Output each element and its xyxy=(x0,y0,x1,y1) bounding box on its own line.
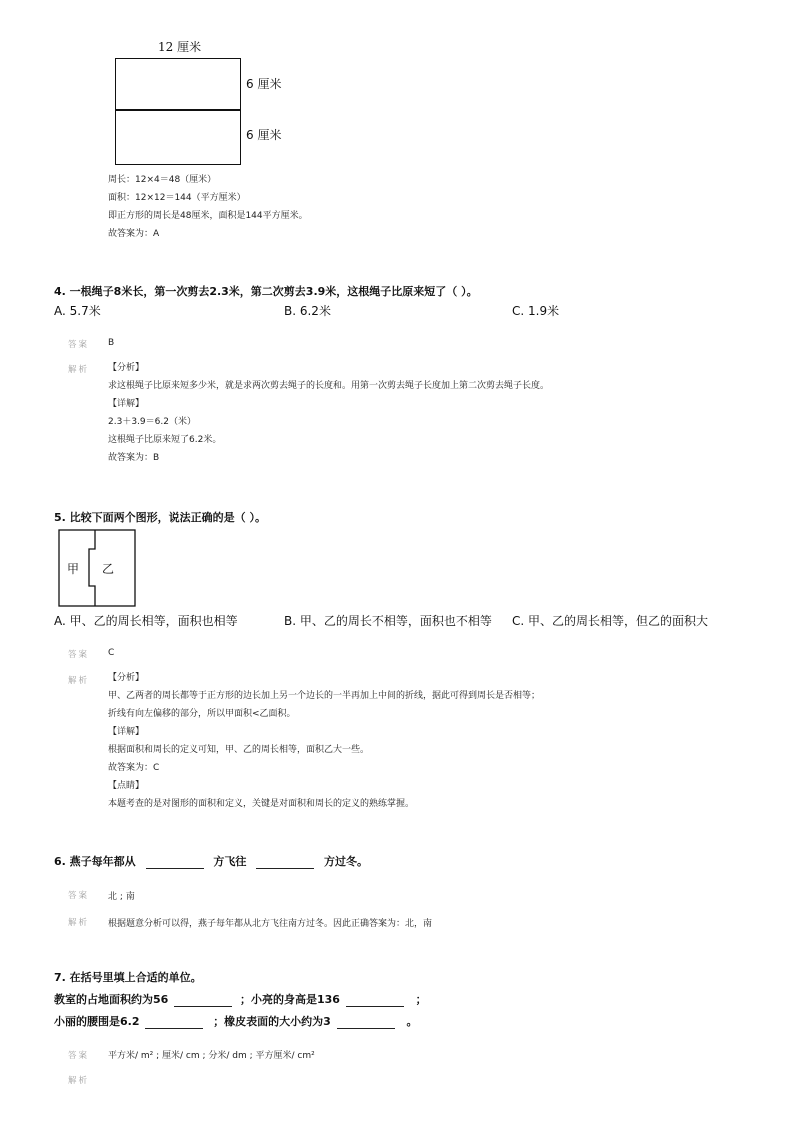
analysis-line: 这根绳子比原来短了6.2米。 xyxy=(108,435,222,445)
q6-answer-label: 答案 xyxy=(68,891,90,901)
q4-option-b[interactable]: B. 6.2米 xyxy=(284,304,331,318)
figure-square-split xyxy=(58,529,136,607)
analysis-line: 折线有向左偏移的部分，所以甲面积<乙面积。 xyxy=(108,709,296,719)
q5-option-a[interactable]: A. 甲、乙的周长相等，面积也相等 xyxy=(54,614,238,628)
q4-analysis-label: 解析 xyxy=(68,365,90,375)
q7-analysis-label: 解析 xyxy=(68,1076,90,1086)
q6-text-pre: 6. 燕子每年都从 xyxy=(54,855,136,868)
rect-top xyxy=(115,58,241,111)
analysis-line: 甲、乙两者的周长都等于正方形的边长加上另一个边长的一半再加上中间的折线，据此可得到周长是否相等； xyxy=(108,691,541,701)
fig-right-label-1: 6 厘米 xyxy=(246,77,282,91)
analysis-line: 2.3＋3.9＝6.2（米） xyxy=(108,417,196,427)
q6-answer: 北 ; 南 xyxy=(108,892,135,902)
q7-blank-2[interactable] xyxy=(346,994,404,1007)
analysis-line: 本题考查的是对图形的面积和定义，关键是对面积和周长的定义的熟练掌握。 xyxy=(108,799,415,809)
analysis-line: 【详解】 xyxy=(108,727,145,737)
q4-option-a[interactable]: A. 5.7米 xyxy=(54,304,101,318)
question-4: 4. 一根绳子8米长，第一次剪去2.3米，第二次剪去3.9米，这根绳子比原来短了（ ）。 xyxy=(54,285,478,298)
solution-line: 周长：12×4＝48（厘米） xyxy=(108,175,217,185)
q5-analysis xyxy=(108,669,540,813)
analysis-line: 根据面积和周长的定义可知，甲、乙的周长相等，面积乙大一些。 xyxy=(108,745,370,755)
q7-l2-a: 小丽的腰围是6.2 xyxy=(54,1015,140,1028)
question-7: 7. 在括号里填上合适的单位。 xyxy=(54,971,202,984)
q5-analysis-label: 解析 xyxy=(68,676,90,686)
q7-line-2 xyxy=(54,1013,418,1029)
q7-l1-c: ； xyxy=(415,993,427,1006)
q6-blank-1[interactable] xyxy=(146,856,204,869)
q5-option-c[interactable]: C. 甲、乙的周长相等，但乙的面积大 xyxy=(512,614,709,628)
q7-blank-1[interactable] xyxy=(174,994,232,1007)
analysis-line: 求这根绳子比原来短多少米，就是求两次剪去绳子的长度和。用第一次剪去绳子长度加上第二次剪去绳子长度。 xyxy=(108,381,550,391)
q6-analysis-label: 解析 xyxy=(68,918,90,928)
q7-l2-c: 。 xyxy=(406,1015,418,1028)
q7-blank-3[interactable] xyxy=(145,1016,203,1029)
q6-text-mid: 方飞往 xyxy=(213,855,247,868)
analysis-line: 【点睛】 xyxy=(108,781,145,791)
q4-option-c[interactable]: C. 1.9米 xyxy=(512,304,560,318)
q5-option-b[interactable]: B. 甲、乙的周长不相等，面积也不相等 xyxy=(284,614,492,628)
solution-line: 即正方形的周长是48厘米，面积是144平方厘米。 xyxy=(108,211,308,221)
q7-answer: 平方米/ m² ; 厘米/ cm ; 分米/ dm ; 平方厘米/ cm² xyxy=(108,1051,315,1061)
solution-line: 面积：12×12＝144（平方厘米） xyxy=(108,193,246,203)
fig-right-label-2: 6 厘米 xyxy=(246,128,282,142)
q4-answer-label: 答案 xyxy=(68,340,90,350)
solution-line: 故答案为：A xyxy=(108,229,160,239)
q7-l2-b: ；橡皮表面的大小约为3 xyxy=(213,1015,331,1028)
analysis-line: 【详解】 xyxy=(108,399,145,409)
q7-l1-b: ；小亮的身高是136 xyxy=(240,993,340,1006)
fig-label-jia: 甲 xyxy=(67,562,80,576)
q5-answer: C xyxy=(108,648,115,658)
q5-answer-label: 答案 xyxy=(68,650,90,660)
q7-answer-label: 答案 xyxy=(68,1051,90,1061)
q6-text-post: 方过冬。 xyxy=(324,855,369,868)
question-5: 5. 比较下面两个图形，说法正确的是（ ）。 xyxy=(54,511,266,524)
q4-answer: B xyxy=(108,338,115,348)
question-6 xyxy=(54,853,368,869)
q7-blank-4[interactable] xyxy=(337,1016,395,1029)
q4-analysis xyxy=(108,359,549,467)
q6-analysis: 根据题意分析可以得，燕子每年都从北方飞往南方过冬。因此正确答案为：北，南 xyxy=(108,919,433,929)
analysis-line: 故答案为：B xyxy=(108,453,160,463)
figure-rectangle xyxy=(110,38,310,173)
analysis-line: 【分析】 xyxy=(108,363,145,373)
rect-bottom xyxy=(115,109,241,165)
prev-solution xyxy=(108,171,308,243)
q6-blank-2[interactable] xyxy=(256,856,314,869)
fig-label-yi: 乙 xyxy=(102,562,115,576)
q7-line-1 xyxy=(54,991,427,1007)
analysis-line: 【分析】 xyxy=(108,673,145,683)
fig-top-label: 12 厘米 xyxy=(158,40,202,54)
q7-l1-a: 教室的占地面积约为56 xyxy=(54,993,169,1006)
analysis-line: 故答案为：C xyxy=(108,763,160,773)
